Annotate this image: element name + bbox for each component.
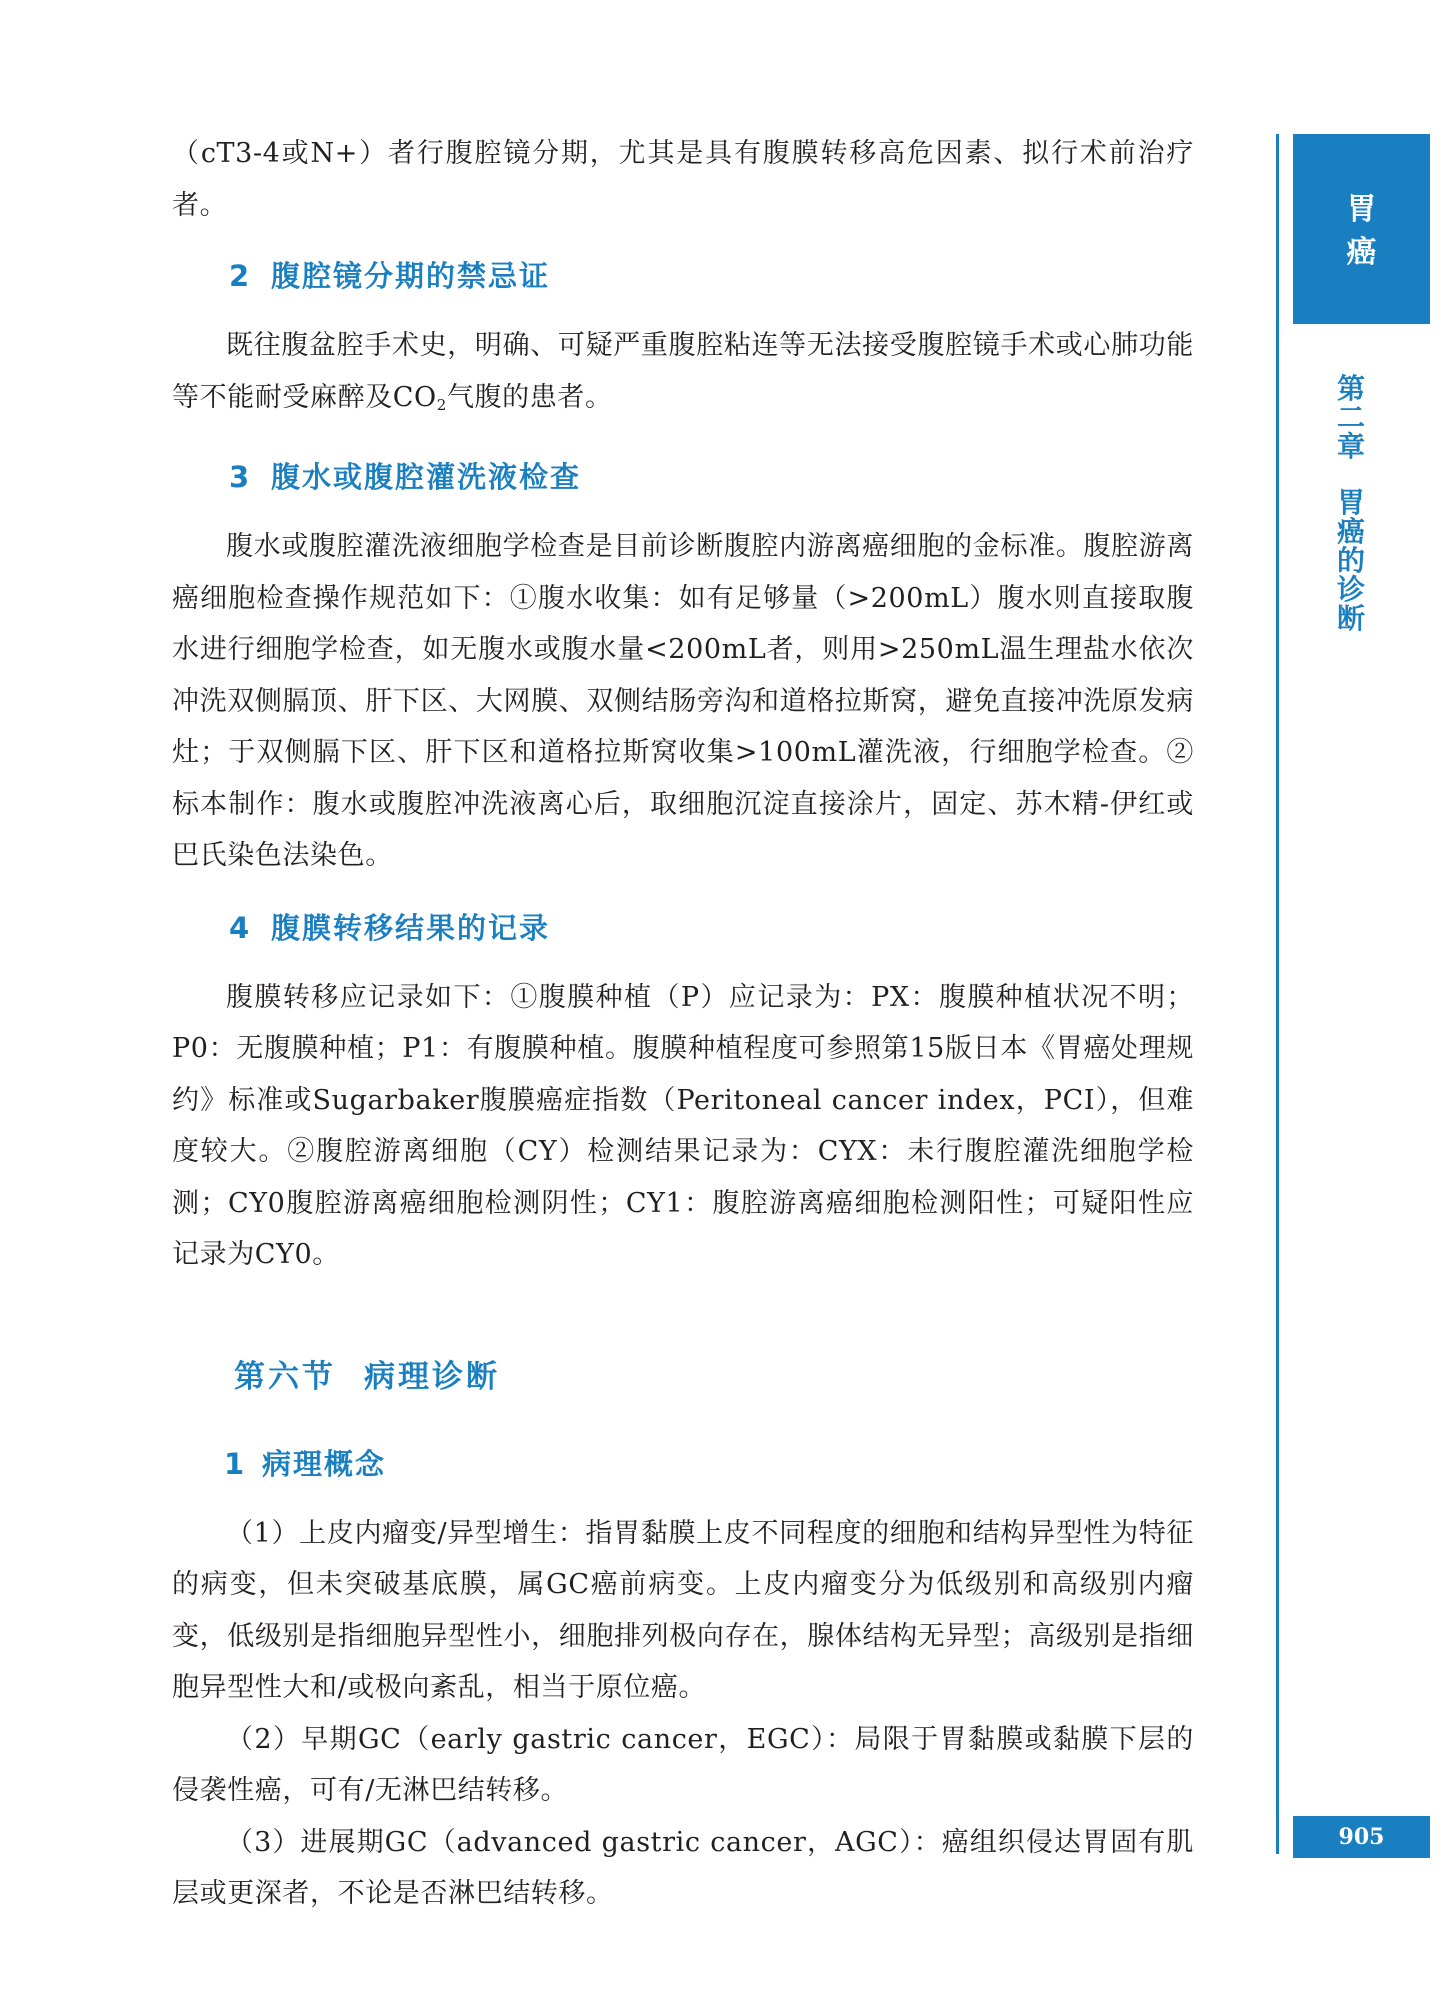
paragraph-concept-1: （1）上皮内瘤变/异型增生：指胃黏膜上皮不同程度的细胞和结构异型性为特征的病变，但未突破基底膜，属GC癌前病变。上皮内瘤变分为低级别和高级别内瘤变，低级别是指细胞异型性小，细胞排列极向存在，腺体结构无异型；高级别是指细胞异型性大和/或极向紊乱，相当于原位癌。 [172, 1517, 1194, 1703]
chapter-char: 章 [1336, 430, 1365, 463]
paragraph-peritoneal-record: 腹膜转移应记录如下：①腹膜种植（P）应记录为：PX：腹膜种植状况不明；P0：无腹膜种植；P1：有腹膜种植。腹膜种植程度可参照第15版日本《胃癌处理规约》标准或Sugarbaker腹膜癌症指数（Peritoneal cancer index，PCI），但难度较大。②腹腔游离细胞（CY）检测结果记录为：CYX：未行腹腔灌洗细胞学检测；CY0腹腔游离癌细胞检测阴性；CY1：腹腔游离癌细胞检测阳性；可疑阳性应记录为CY0。 [172, 981, 1194, 1270]
heading-text: 病理概念 [262, 1446, 387, 1481]
chapter-tab [1293, 134, 1430, 324]
chapter-char: 胃 [1336, 486, 1365, 519]
section-number: 第六节 [234, 1358, 336, 1395]
chapter-char: 断 [1336, 602, 1365, 635]
tab-line: 胃 [1346, 192, 1377, 227]
heading-pathology-concepts [172, 1444, 1194, 1484]
page-number: 905 [1293, 1816, 1430, 1858]
subscript: 2 [436, 395, 447, 414]
heading-text: 腹膜转移结果的记录 [271, 910, 551, 945]
margin-rule [1276, 134, 1279, 1854]
heading-ascites-exam [172, 457, 1194, 497]
chapter-char: 的 [1336, 544, 1365, 577]
heading-number: 4 [229, 910, 252, 945]
main-content [172, 128, 1194, 1920]
paragraph-ascites-exam: 腹水或腹腔灌洗液细胞学检查是目前诊断腹腔内游离癌细胞的金标准。腹腔游离癌细胞检查操作规范如下：①腹水收集：如有足够量（>200mL）腹水则直接取腹水进行细胞学检查，如无腹水或腹水量<200mL者，则用>250mL温生理盐水依次冲洗双侧膈顶、肝下区、大网膜、双侧结肠旁沟和道格拉斯窝，避免直接冲洗原发病灶；于双侧膈下区、肝下区和道格拉斯窝收集>100mL灌洗液，行细胞学检查。②标本制作：腹水或腹腔冲洗液离心后，取细胞沉淀直接涂片，固定、苏木精-伊红或巴氏染色法染色。 [172, 531, 1194, 871]
chapter-char: 第 [1336, 372, 1365, 405]
heading-peritoneal-record [172, 908, 1194, 948]
heading-number: 3 [229, 460, 252, 494]
chapter-title-vertical [1316, 374, 1386, 633]
heading-contraindications [172, 256, 1194, 296]
paragraph-staging-indication-end: （cT3-4或N+）者行腹腔镜分期，尤其是具有腹膜转移高危因素、拟行术前治疗者。 [172, 138, 1194, 221]
heading-number: 1 [224, 1446, 247, 1481]
tab-line: 癌 [1346, 235, 1377, 270]
paragraph-text: 气腹的患者。 [446, 381, 613, 413]
heading-text: 腹腔镜分期的禁忌证 [271, 259, 551, 293]
paragraph-contraindications [172, 320, 1194, 431]
chapter-char: 诊 [1336, 573, 1365, 606]
heading-number: 2 [229, 259, 252, 293]
section-heading-pathology [172, 1355, 1194, 1399]
paragraph-concept-3: （3）进展期GC（advanced gastric cancer，AGC）：癌组织侵达胃固有肌层或更深者，不论是否淋巴结转移。 [172, 1826, 1194, 1909]
section-title: 病理诊断 [364, 1358, 500, 1395]
heading-text: 腹水或腹腔灌洗液检查 [271, 460, 582, 494]
chapter-char: 癌 [1336, 515, 1365, 548]
paragraph-concept-2: （2）早期GC（early gastric cancer，EGC）：局限于胃黏膜或黏膜下层的侵袭性癌，可有/无淋巴结转移。 [172, 1723, 1194, 1806]
paragraph-text: 既往腹盆腔手术史，明确、可疑严重腹腔粘连等无法接受腹腔镜手术或心肺功能等不能耐受麻醉及CO [172, 330, 1194, 413]
chapter-char: 二 [1336, 401, 1365, 434]
